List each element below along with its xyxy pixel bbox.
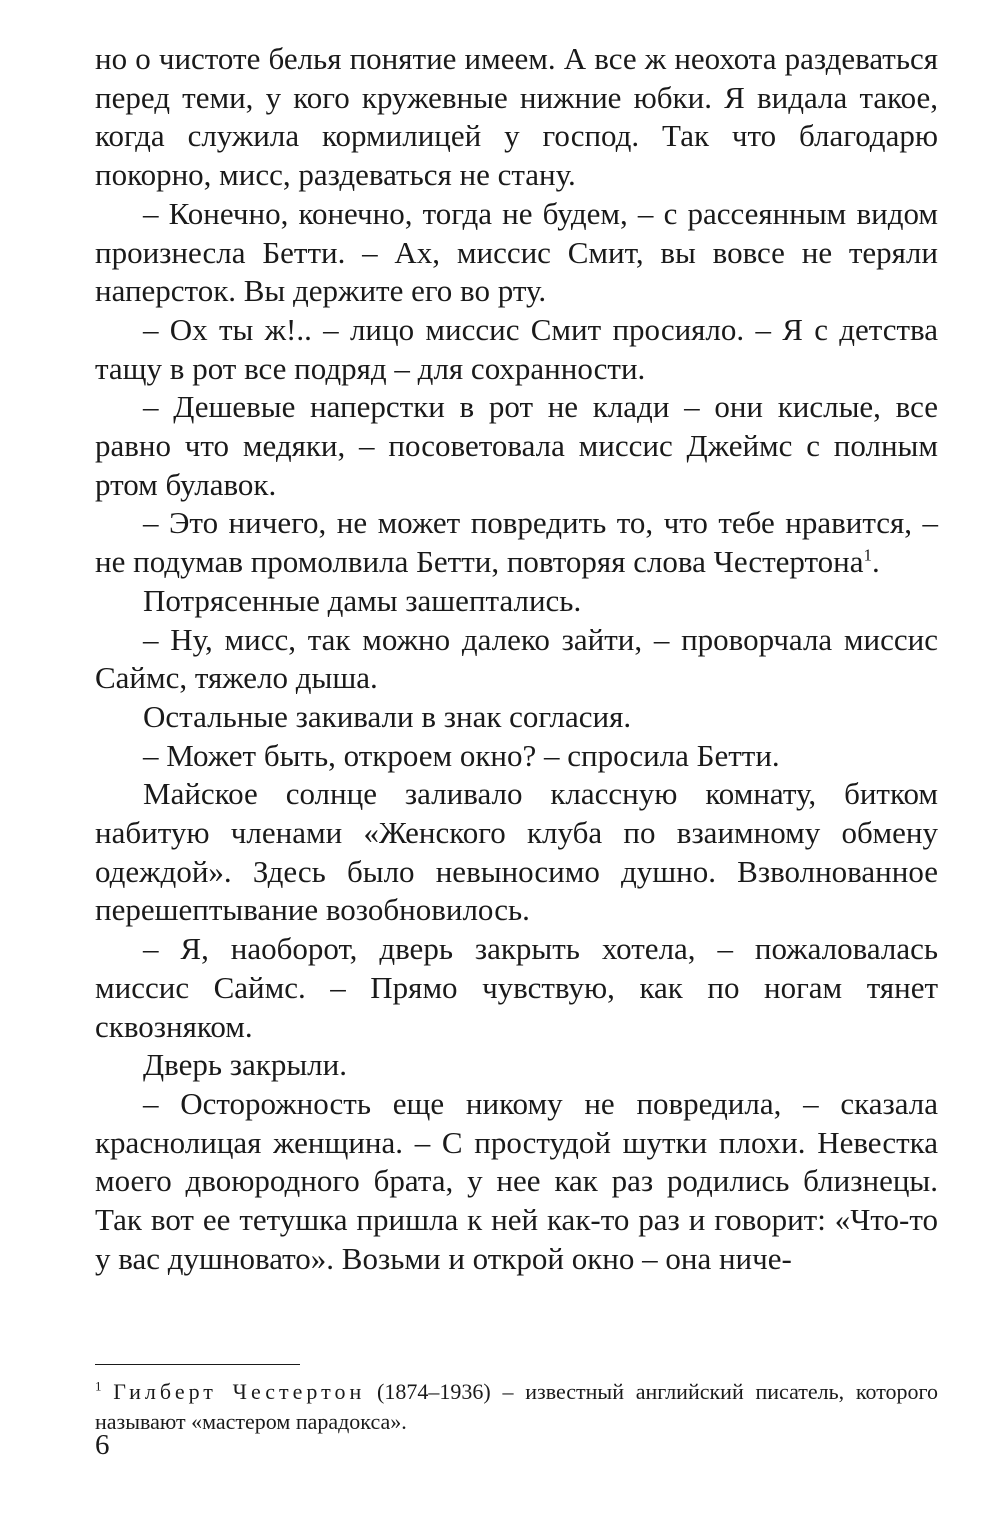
- footnote-text: (1874–1936) – известный английский писатель, которого называют «мастером парадокса».: [95, 1379, 939, 1434]
- paragraph-9: – Может быть, откроем окно? – спросила Бетти.: [143, 737, 780, 773]
- main-text: [95, 40, 938, 1279]
- footnote-divider: [95, 1364, 300, 1365]
- paragraph-10: Майское солнце заливало классную комнату, битком набитую членами «Женского клуба по взаимному обмену одеждой». Здесь было невыносимо душно. Взволнованное перешептывание возобновилось.: [95, 776, 938, 928]
- page-number: 6: [95, 1429, 110, 1461]
- paragraph-11: – Я, наоборот, дверь закрыть хотела, – пожаловалась миссис Саймс. – Прямо чувствую, как по ногам тянет сквозняком.: [95, 931, 938, 1044]
- footnote-name: Гилберт Честертон: [113, 1379, 366, 1404]
- paragraph-7: – Ну, мисс, так можно далеко зайти, – проворчала миссис Саймс, тяжело дыша.: [95, 621, 938, 696]
- paragraph-4: – Дешевые наперстки в рот не клади – они кислые, все равно что медяки, – посоветовала миссис Джеймс с полным ртом булавок.: [95, 389, 938, 502]
- paragraph-13: – Осторожность еще никому не повредила, – сказала краснолицая женщина. – С простудой шутки плохи. Невестка моего двоюродного брата, у нее как раз родились близнецы. Так вот ее тетушка пришла к ней как-то раз и говорит: «Что-то у вас душновато». Возьми и открой окно – она ниче-: [95, 1085, 938, 1276]
- paragraph-12: Дверь закрыли.: [143, 1047, 347, 1083]
- footnote-marker: 1: [95, 1378, 102, 1394]
- paragraph-6: Потрясенные дамы зашептались.: [143, 582, 582, 618]
- paragraph-8: Остальные закивали в знак согласия.: [143, 698, 632, 734]
- paragraph-3: – Ох ты ж!.. – лицо миссис Смит просияло. – Я с детства тащу в рот все подряд – для сохранности.: [95, 311, 938, 386]
- footnote-reference[interactable]: 1: [863, 545, 872, 565]
- paragraph-5: – Это ничего, не может повредить то, что тебе нравится, – не подумав промолвила Бетти, повторяя слова Честертона$^1$.: [95, 505, 938, 580]
- footnote: [95, 1377, 938, 1437]
- paragraph-2: – Конечно, конечно, тогда не будем, – с рассеянным видом произнесла Бетти. – Ах, миссис Смит, вы вовсе не теряли наперсток. Вы держите его во рту.: [95, 195, 938, 309]
- paragraph-1: но о чистоте белья понятие имеем. А все ж неохота раздеваться перед теми, у кого кружевные нижние юбки. Я видала такое, когда служила кормилицей у господ. Так что благодарю покорно, мисс, раздеваться не стану.: [95, 41, 938, 193]
